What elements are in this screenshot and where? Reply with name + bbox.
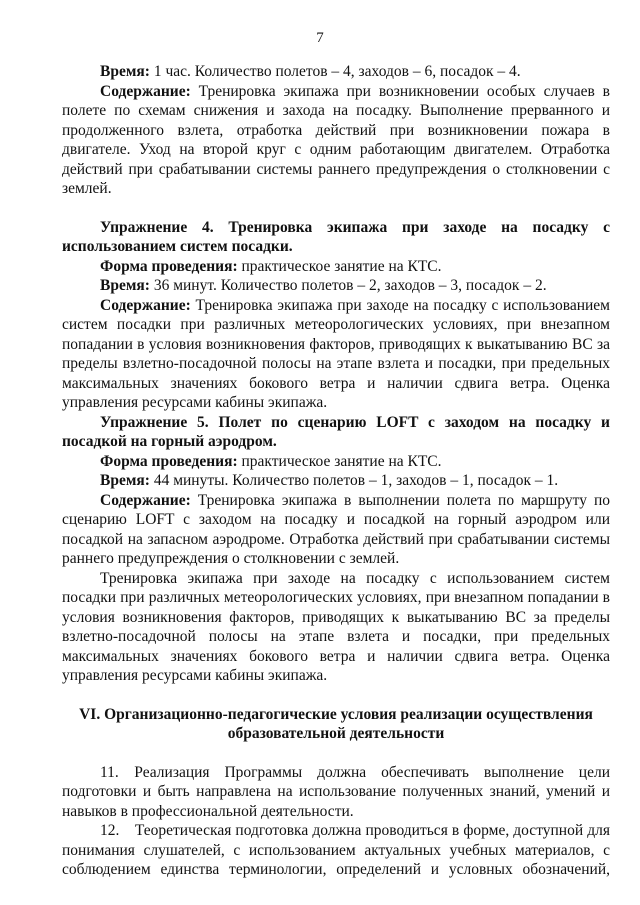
- form-text: практическое занятие на КТС.: [237, 452, 442, 470]
- block1-time: [62, 62, 610, 82]
- time-text: 36 минут. Количество полетов – 2, заходов – 3, посадок – 2.: [149, 277, 547, 294]
- exercise5-content: [62, 491, 610, 569]
- content-text: Тренировка экипажа в выполнении полета по маршруту по сценарию LOFT с заходом на посадку и посадкой на горный аэродром или посадкой на запасном аэродроме. Отработка действий при срабатывании системы раннего предупреждения о столкновении с землей.: [62, 491, 610, 567]
- exercise5-form: [62, 452, 610, 472]
- section-heading-line1: VI. Организационно-педагогические условия реализации осуществления: [79, 705, 593, 723]
- page-number: 7: [316, 30, 324, 46]
- content-label: Содержание:: [100, 296, 191, 314]
- content-label: Содержание:: [100, 491, 191, 509]
- form-label: Форма проведения:: [100, 257, 238, 275]
- content-label: Содержание:: [100, 82, 191, 100]
- exercise4-title: [62, 218, 610, 257]
- time-text: 1 час. Количество полетов – 4, заходов – 6, посадок – 4.: [149, 63, 521, 80]
- content-text: Тренировка экипажа при заходе на посадку с использованием систем посадки при различных метеорологических условиях, при внезапном попадании в условия возникновения факторов, приводящих к выкатыванию ВС за пределы взлетно-посадочной полосы на этапе взлета и посадки, при предельных максимальных значениях бокового ветра и наличии сдвига ветра. Оценка управления ресурсами кабины экипажа.: [62, 296, 610, 411]
- exercise5-time: [62, 471, 610, 491]
- section-heading-line2: образовательной деятельности: [227, 725, 445, 742]
- item-12: 12. Теоретическая подготовка должна проводиться в форме, доступной для понимания слушателей, с использованием актуальных учебных материалов, с соблюдением единства терминологии, определений и условных обозначений,: [62, 822, 610, 878]
- exercise5-title-text: Упражнение 5. Полет по сценарию LOFT с заходом на посадку и посадкой на горный аэродром.: [62, 413, 610, 450]
- exercise4-title-text: Упражнение 4. Тренировка экипажа при заходе на посадку с использованием систем посадки.: [62, 218, 610, 255]
- exercise4-content: [62, 296, 610, 413]
- item-11: 11. Реализация Программы должна обеспечивать выполнение цели подготовки и быть направлена на использование полученных знаний, умений и навыков в профессиональной деятельности.: [62, 763, 610, 820]
- form-label: Форма проведения:: [100, 452, 238, 470]
- form-text: практическое занятие на КТС.: [237, 257, 442, 275]
- time-label: Время:: [100, 277, 150, 294]
- time-label: Время:: [100, 472, 150, 489]
- document-body: [62, 62, 610, 880]
- section-heading: [62, 705, 610, 744]
- time-label: Время:: [100, 63, 150, 80]
- exercise5-title: [62, 413, 610, 452]
- exercise5-extra-paragraph: Тренировка экипажа при заходе на посадку с использованием систем посадки при различных метеорологических условиях, при внезапном попадании в условия возникновения факторов, приводящих к выкатыванию ВС за пределы взлетно-посадочной полосы на этапе взлета и посадки, при предельных максимальных значениях бокового ветра и наличии сдвига ветра. Оценка управления ресурсами кабины экипажа.: [62, 569, 610, 684]
- content-text: Тренировка экипажа при возникновении особых случаев в полете по схемам снижения и захода на посадку. Выполнение прерванного и продолженного взлета, отработка действий при возникновении пожара в двигателе. Уход на второй круг с одним работающим двигателем. Отработка действий при срабатывании системы раннего предупреждения о столкновении с землей.: [62, 82, 610, 197]
- block1-content: [62, 82, 610, 199]
- exercise4-form: [62, 257, 610, 277]
- time-text: 44 минуты. Количество полетов – 1, заходов – 1, посадок – 1.: [149, 472, 559, 489]
- exercise4-time: [62, 276, 610, 296]
